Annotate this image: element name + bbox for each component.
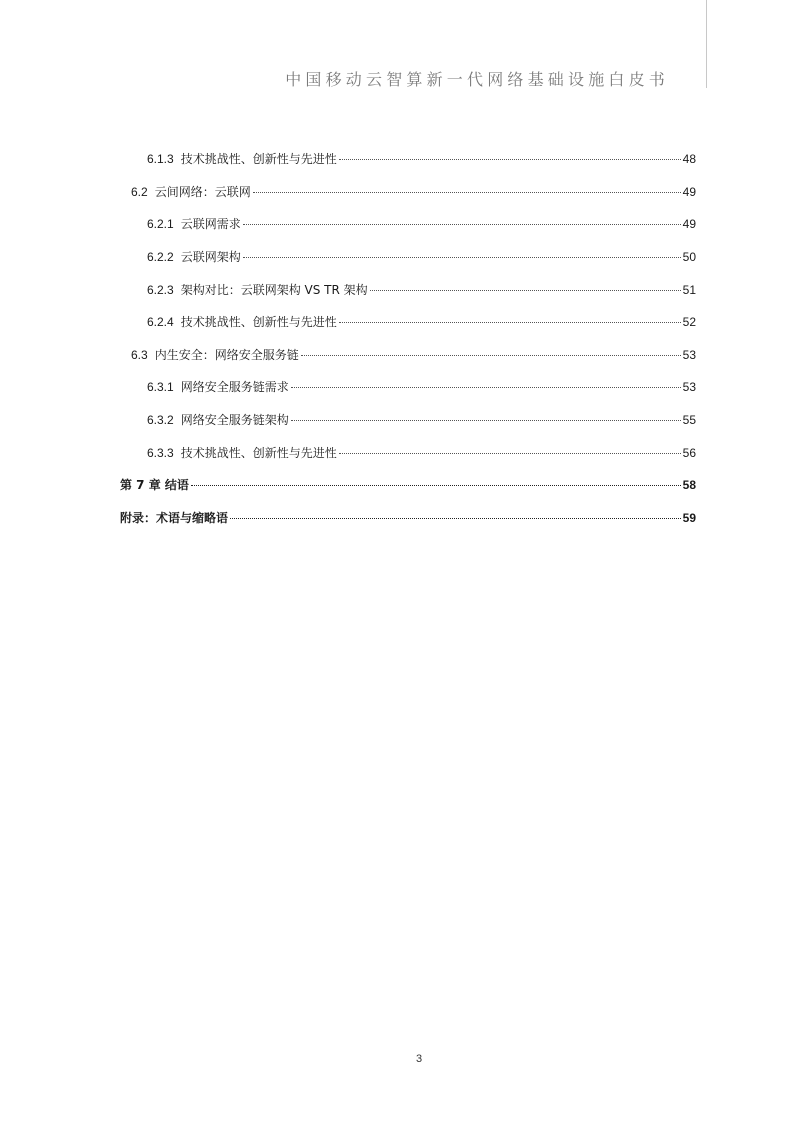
- toc-entry-title: 第 7 章 结语: [120, 478, 189, 492]
- toc-entry-6-3[interactable]: [131, 346, 696, 364]
- toc-dot-leader: [243, 257, 681, 258]
- toc-entry-page: 50: [682, 250, 696, 264]
- toc-entry-chapter-7[interactable]: [120, 476, 696, 494]
- toc-entry-page: 59: [682, 511, 696, 525]
- toc-dot-leader: [339, 322, 681, 323]
- toc-entry-number: 6.2: [131, 185, 148, 199]
- toc-entry-page: 53: [682, 380, 696, 394]
- header-divider: [706, 0, 707, 88]
- page-number: 3: [415, 1053, 423, 1065]
- toc-entry-number: 6.2.1: [147, 217, 174, 231]
- toc-entry-number: 6.3.2: [147, 413, 174, 427]
- toc-entry-6-1-3[interactable]: [147, 150, 696, 168]
- toc-entry-appendix[interactable]: [120, 509, 696, 527]
- document-header-title: 中国移动云智算新一代网络基础设施白皮书: [285, 70, 669, 89]
- toc-entry-page: 56: [682, 446, 696, 460]
- toc-entry-6-2-3[interactable]: [147, 281, 696, 299]
- toc-entry-page: 58: [682, 478, 696, 492]
- toc-entry-title: 技术挑战性、创新性与先进性: [180, 315, 337, 329]
- toc-entry-title: 云间网络：云联网: [154, 185, 251, 199]
- toc-entry-6-2-2[interactable]: [147, 248, 696, 266]
- toc-entry-title: 技术挑战性、创新性与先进性: [180, 152, 337, 166]
- toc-entry-page: 51: [682, 283, 696, 297]
- toc-entry-title: 云联网架构: [180, 250, 241, 264]
- toc-entry-title: 云联网需求: [180, 217, 241, 231]
- toc-dot-leader: [230, 518, 681, 519]
- toc-entry-number: 6.2.2: [147, 250, 174, 264]
- toc-entry-title: 技术挑战性、创新性与先进性: [180, 446, 337, 460]
- toc-entry-title: 网络安全服务链需求: [180, 380, 289, 394]
- toc-dot-leader: [291, 387, 681, 388]
- toc-entry-number: 6.2.3: [147, 283, 174, 297]
- toc-entry-number: 6.1.3: [147, 152, 174, 166]
- toc-entry-6-2-4[interactable]: [147, 313, 696, 331]
- toc-entry-number: 6.3.1: [147, 380, 174, 394]
- toc-entry-page: 53: [682, 348, 696, 362]
- toc-entry-title: 网络安全服务链架构: [180, 413, 289, 427]
- toc-entry-title: 架构对比：云联网架构 VS TR 架构: [180, 283, 368, 297]
- toc-entry-number: 6.3: [131, 348, 148, 362]
- toc-dot-leader: [253, 192, 681, 193]
- toc-entry-number: 6.3.3: [147, 446, 174, 460]
- toc-entry-6-3-2[interactable]: [147, 411, 696, 429]
- toc-entry-title: 附录：术语与缩略语: [120, 511, 229, 525]
- toc-entry-6-2[interactable]: [131, 183, 696, 201]
- toc-entry-6-2-1[interactable]: [147, 215, 696, 233]
- toc-dot-leader: [301, 355, 681, 356]
- toc-entry-page: 48: [682, 152, 696, 166]
- toc-entry-6-3-3[interactable]: [147, 444, 696, 462]
- toc-dot-leader: [191, 485, 681, 486]
- toc-entry-page: 49: [682, 185, 696, 199]
- toc-entry-page: 52: [682, 315, 696, 329]
- toc-entry-number: 6.2.4: [147, 315, 174, 329]
- toc-dot-leader: [339, 453, 681, 454]
- toc-entry-6-3-1[interactable]: [147, 378, 696, 396]
- toc-dot-leader: [291, 420, 681, 421]
- toc-dot-leader: [370, 290, 681, 291]
- toc-dot-leader: [339, 159, 681, 160]
- toc-entry-page: 49: [682, 217, 696, 231]
- toc-entry-title: 内生安全：网络安全服务链: [154, 348, 299, 362]
- toc-dot-leader: [243, 224, 681, 225]
- toc-entry-page: 55: [682, 413, 696, 427]
